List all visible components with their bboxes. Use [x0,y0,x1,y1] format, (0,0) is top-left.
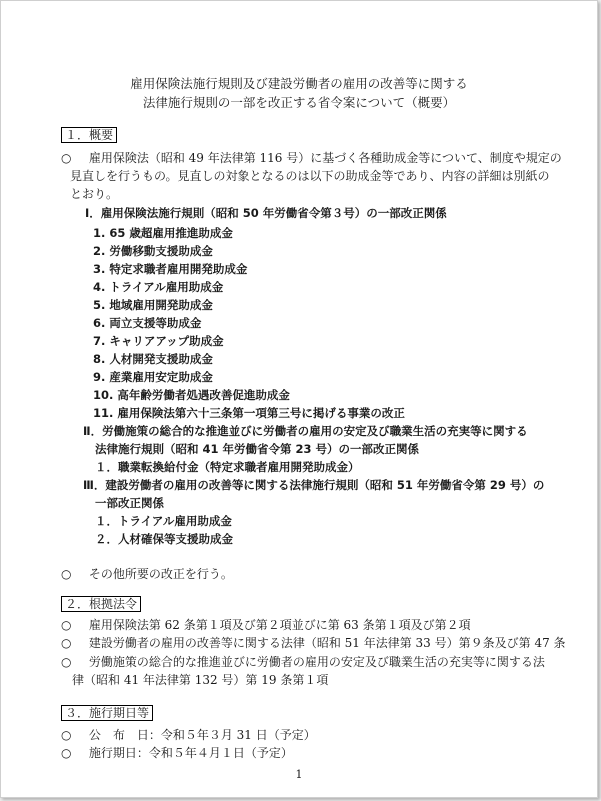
part-1-item: 4. トライアル雇用助成金 [93,280,224,294]
part-1-item: 6. 両立支援等助成金 [93,316,202,330]
part-2-heading-line-1: Ⅱ．労働施策の総合的な推進並びに労働者の雇用の安定及び職業生活の充実等に関する [83,424,528,438]
part-1-heading: Ⅰ．雇用保険法施行規則（昭和 50 年労働省令第３号）の一部改正関係 [85,206,447,220]
bullet-circle: ○ [61,636,72,650]
bullet-circle: ○ [61,151,72,165]
part-1-item: 10. 高年齢労働者処遇改善促進助成金 [93,388,290,402]
promulgation-date: ○ 公 布 日：令和５年３月 31 日（予定） [61,728,316,742]
bullet-circle: ○ [61,746,72,760]
page-number: 1 [295,768,303,781]
bullet-circle: ○ [61,728,72,742]
bullet-circle: ○ [61,618,72,632]
part-1-item: 3. 特定求職者雇用開発助成金 [93,262,248,276]
part-3-heading-line-2: 一部改正関係 [95,496,164,510]
document-title-line-1: 雇用保険法施行規則及び建設労働者の雇用の改善等に関する [130,76,468,91]
overview-paragraph-line-1: ○ 雇用保険法（昭和 49 年法律第 116 号）に基づく各種助成金等について、制度や規定の [61,151,562,165]
bullet-circle: ○ [61,655,72,669]
enforcement-date: ○ 施行期日：令和５年４月１日（予定） [61,746,293,760]
part-2-item: １．職業転換給付金（特定求職者雇用開発助成金） [95,460,360,474]
part-1-item: 2. 労働移動支援助成金 [93,244,213,258]
overview-paragraph-line-2: 見直しを行うもの。見直しの対象となるのは以下の助成金等であり、内容の詳細は別紙の [70,169,550,183]
part-1-item: 7. キャリアアップ助成金 [93,334,224,348]
section-heading-overview: １．概要 [61,127,117,143]
legal-basis-item: ○ 雇用保険法第 62 条第１項及び第２項並びに第 63 条第１項及び第２項 [61,618,471,632]
part-1-item: 11. 雇用保険法第六十三条第一項第三号に掲げる事業の改正 [93,406,405,420]
part-1-item: 9. 産業雇用安定助成金 [93,370,213,384]
section-heading-legal-basis: ２．根拠法令 [61,596,141,612]
document-title-line-2: 法律施行規則の一部を改正する省令案について（概要） [142,95,456,110]
part-1-item: 5. 地域雇用開発助成金 [93,298,213,312]
part-3-item: １．トライアル雇用助成金 [95,514,232,528]
bullet-circle: ○ [61,567,72,581]
part-1-item: 8. 人材開発支援助成金 [93,352,213,366]
section-heading-effective-date: ３．施行期日等 [61,705,153,721]
part-3-item: ２．人材確保等支援助成金 [95,532,233,546]
part-3-heading-line-1: Ⅲ．建設労働者の雇用の改善等に関する法律施行規則（昭和 51 年労働省令第 29 号）の [83,478,545,492]
legal-basis-item-continued: 律（昭和 41 年法律第 132 号）第 19 条第１項 [72,673,329,687]
overview-paragraph-line-3: とおり。 [70,187,119,201]
legal-basis-item: ○ 労働施策の総合的な推進並びに労働者の雇用の安定及び職業生活の充実等に関する法 [61,655,545,669]
other-amendments: ○ その他所要の改正を行う。 [61,567,233,581]
part-2-heading-line-2: 法律施行規則（昭和 41 年労働省令第 23 号）の一部改正関係 [95,442,420,456]
part-1-item: 1. 65 歳超雇用推進助成金 [93,226,233,240]
legal-basis-item: ○ 建設労働者の雇用の改善等に関する法律（昭和 51 年法律第 33 号）第９条及び第 47 条 [61,636,566,650]
